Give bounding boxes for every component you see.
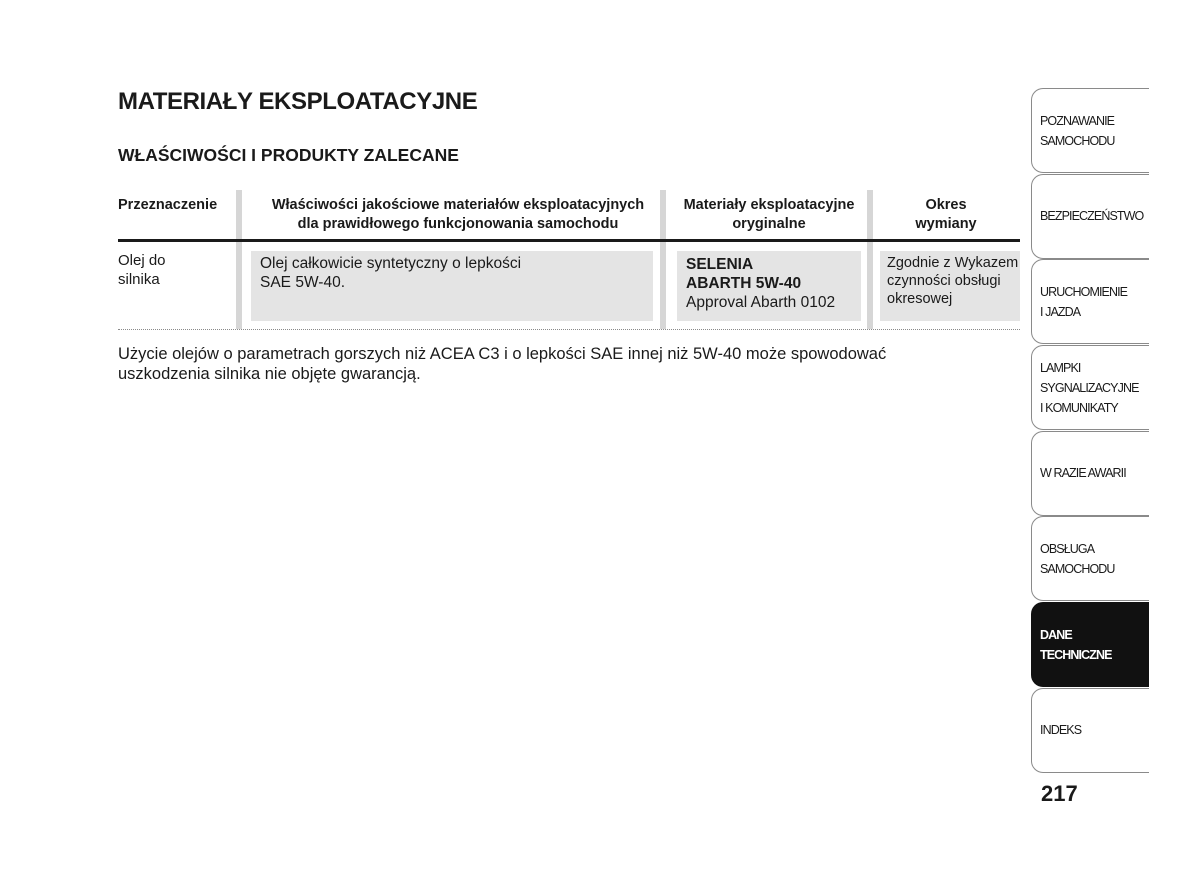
header-text: Właściwości jakościowe materiałów eksploatacyjnych — [271, 197, 645, 213]
cell-text: silnika — [118, 270, 160, 288]
tab-label: W RAZIE AWARII — [1040, 466, 1126, 481]
product-name: SELENIA — [686, 256, 754, 273]
column-header-interval — [886, 196, 1006, 234]
cell-text: Olej całkowicie syntetyczny o lepkości — [260, 255, 522, 272]
cell-text: czynności obsługi — [887, 273, 1001, 289]
tab-uruchomienie-i-jazda[interactable] — [1031, 259, 1149, 344]
cell-interval — [887, 254, 1021, 308]
header-text: Materiały eksploatacyjne — [683, 197, 855, 213]
note-line: Użycie olejów o parametrach gorszych niż ACEA C3 i o lepkości SAE innej niż 5W-40 może spowodować — [118, 345, 887, 363]
cell-original-materials — [686, 255, 862, 312]
tab-label: OBSŁUGA SAMOCHODU — [1040, 541, 1115, 576]
tab-w-razie-awarii[interactable] — [1031, 431, 1149, 516]
tab-label: BEZPIECZEŃSTWO — [1040, 209, 1144, 224]
section-title: WŁAŚCIWOŚCI I PRODUKTY ZALECANE — [118, 145, 459, 165]
cell-purpose — [118, 252, 228, 289]
header-text: Okres — [925, 197, 967, 213]
column-divider — [236, 190, 242, 329]
header-text: wymiany — [915, 216, 977, 232]
row-rule — [118, 329, 1020, 330]
note-line: uszkodzenia silnika nie objęte gwarancją. — [118, 364, 421, 383]
tab-indeks[interactable] — [1031, 688, 1149, 773]
cell-quality — [260, 255, 650, 292]
column-header-purpose — [118, 196, 236, 215]
tab-dane-techniczne[interactable] — [1031, 602, 1149, 687]
column-divider — [660, 190, 666, 329]
cell-text: Olej do — [118, 252, 166, 269]
header-rule — [118, 239, 1020, 242]
tab-label: INDEKS — [1040, 723, 1082, 738]
approval-code: Approval Abarth 0102 — [686, 294, 836, 311]
chapter-tabs — [1031, 88, 1149, 774]
tab-label: URUCHOMIENIE I JAZDA — [1040, 284, 1128, 319]
warning-note — [118, 345, 998, 384]
tab-label: POZNAWANIE SAMOCHODU — [1040, 113, 1115, 148]
product-name: ABARTH 5W-40 — [686, 275, 802, 292]
tab-poznawanie-samochodu[interactable] — [1031, 88, 1149, 173]
tab-lampki-sygnalizacyjne[interactable] — [1031, 345, 1149, 430]
cell-text: Zgodnie z Wykazem — [887, 255, 1019, 271]
header-text: dla prawidłowego funkcjonowania samochodu — [297, 216, 619, 232]
header-text: oryginalne — [732, 216, 806, 232]
tab-label: DANE TECHNICZNE — [1040, 627, 1112, 662]
cell-text: SAE 5W-40. — [260, 273, 346, 291]
column-divider — [867, 190, 873, 329]
page-number: 217 — [1041, 781, 1078, 806]
column-header-original-materials — [671, 196, 867, 234]
column-header-quality — [251, 196, 665, 234]
header-text: Przeznaczenie — [118, 197, 218, 213]
cell-text: okresowej — [887, 291, 953, 307]
tab-label: LAMPKI SYGNALIZACYJNE I KOMUNIKATY — [1040, 360, 1139, 415]
specifications-table — [118, 190, 1020, 330]
tab-obsluga-samochodu[interactable] — [1031, 516, 1149, 601]
tab-bezpieczenstwo[interactable] — [1031, 174, 1149, 259]
page-title: MATERIAŁY EKSPLOATACYJNE — [118, 88, 478, 115]
